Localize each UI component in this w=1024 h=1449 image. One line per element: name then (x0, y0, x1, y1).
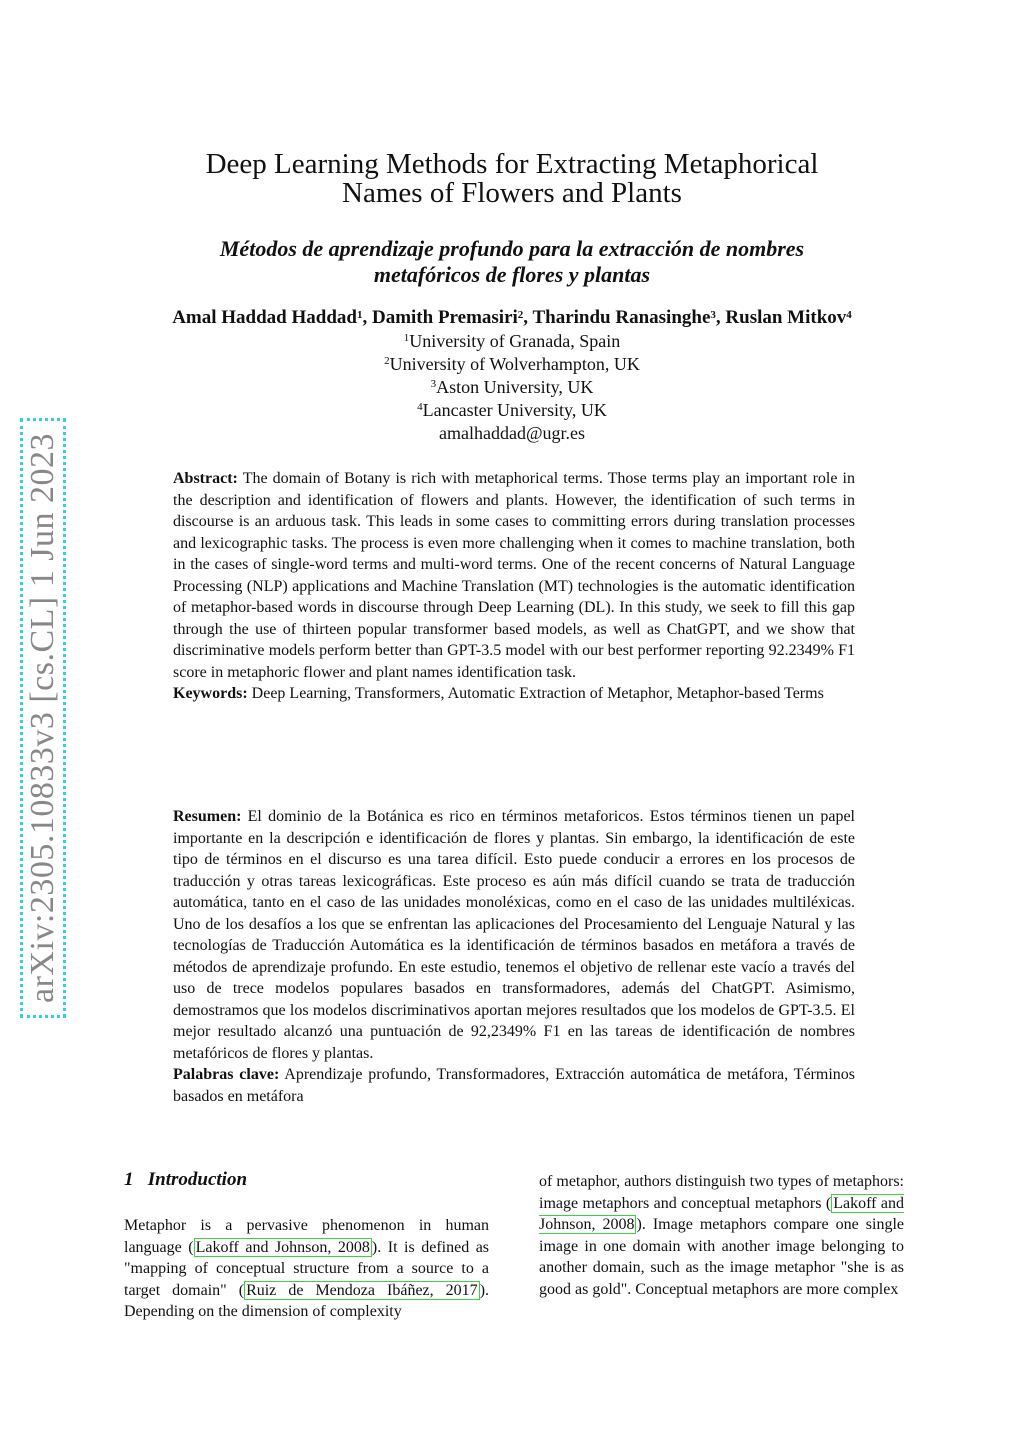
palabras-text: Aprendizaje profundo, Transformadores, Extracción automática de metáfora, Términos basados en metáfora (173, 1066, 855, 1105)
paper-subtitle (0, 236, 1024, 288)
resumen-text: El dominio de la Botánica es rico en términos metaforicos. Estos términos tienen un papel importante en la descripción e identificación de flores y plantas. Sin embargo, la identificación de este tipo de términos en el discurso es una tarea difícil. Esto puede conducir a errores en los procesos de traducción y otras tareas lexicográficas. Este proceso es aún más difícil cuando se trata de traducción automática, tanto en el caso de las unidades monoléxicas, como en el caso de las unidades multiléxicas. Uno de los desafíos a los que se enfrentan las aplicaciones del Procesamiento del Lenguaje Natural y las tecnologías de Traducción Automática es la identificación de términos basados en metáfora a través de métodos de aprendizaje profundo. En este estudio, tenemos el objetivo de rellenar este vacío a través del uso de trece modelos populares basados en transformadores, además del ChatGPT. Asimismo, demostramos que los modelos discriminativos aportan mejores resultados que los modelos de GPT-3.5. El mejor resultado alcanzó una puntuación de 92,2349% F1 en las tareas de identificación de nombres metafóricos de flores y plantas. (173, 808, 856, 1062)
affiliation-sup: 4 (417, 401, 423, 413)
section-number: 1 (124, 1169, 134, 1190)
paper-title (0, 150, 1024, 208)
abstract-label: Abstract: (173, 470, 238, 487)
affiliation-text: Aston University, UK (436, 377, 594, 397)
author-name: Damith Premasiri (371, 307, 518, 328)
affiliation-text: University of Granada, Spain (409, 331, 621, 351)
keywords-text: Deep Learning, Transformers, Automatic Extraction of Metaphor, Metaphor-based Terms (251, 685, 824, 702)
intro-text: ). Depending on the dimension of complexity (124, 1281, 490, 1320)
intro-text: of metaphor, authors distinguish two types of metaphors: image metaphors and conceptual metaphors ( (539, 1173, 904, 1212)
intro-text: Metaphor is a pervasive phenomenon in human language ( (124, 1217, 489, 1256)
abstract (173, 468, 855, 705)
citation-link[interactable]: Lakoff and Johnson, 2008 (195, 1238, 370, 1256)
resumen (173, 806, 855, 1107)
author-name: Amal Haddad Haddad (172, 307, 357, 328)
intro-left-column (124, 1215, 489, 1323)
keywords-label: Keywords: (173, 685, 248, 702)
affiliation (0, 330, 1024, 353)
intro-right-column (539, 1171, 904, 1300)
intro-text: ). Image metaphors compare one single image in one domain with another image belonging to another domain, such as the image metaphor "she is as good as gold". Conceptual metaphors are more complex (539, 1216, 904, 1298)
affiliation-text: Lancaster University, UK (422, 400, 607, 420)
affiliation (0, 376, 1024, 399)
affiliation-sup: 2 (384, 355, 390, 367)
affiliation-sup: 3 (430, 378, 437, 390)
subtitle-line-2: metafóricos de flores y plantas (373, 262, 651, 287)
affiliation (0, 353, 1024, 376)
author-sup: 4 (846, 309, 852, 321)
citation-link[interactable]: Ruiz de Mendoza Ibáñez, 2017 (246, 1281, 478, 1299)
intro-text: ). It is defined as "mapping of conceptual structure from a source to a target domain" ( (124, 1238, 490, 1299)
abstract-text: The domain of Botany is rich with metaphorical terms. Those terms play an important role in the description and identification of flowers and plants. However, the identification of such terms in discourse is an arduous task. This leads in some cases to committing errors during translation processes and lexicographic tasks. The process is even more challenging when it comes to machine translation, both in the cases of single-word terms and multi-word terms. One of the recent concerns of Natural Language Processing (NLP) applications and Machine Translation (MT) technologies is the automatic identification of metaphor-based words in discourse through Deep Learning (DL). In this study, we seek to fill this gap through the use of thirteen popular transformer based models, as well as ChatGPT, and we show that discriminative models perform better than GPT-3.5 model with our best performer reporting 92.2349% F1 score in metaphoric flower and plant names identification task. (173, 470, 855, 681)
resumen-label: Resumen: (173, 808, 242, 825)
subtitle-line-1: Métodos de aprendizaje profundo para la extracción de nombres (219, 236, 805, 261)
author-email: amalhaddad@ugr.es (438, 423, 586, 443)
section-heading (124, 1169, 247, 1191)
affiliation (0, 399, 1024, 422)
citation-link[interactable]: Lakoff and Johnson, 2008 (539, 1194, 904, 1233)
author-sup: 3 (710, 309, 716, 321)
palabras-label: Palabras clave: (173, 1066, 280, 1083)
affiliation-sup: 1 (403, 332, 410, 344)
author-sup: 2 (517, 309, 524, 321)
author-name: Ruslan Mitkov (725, 307, 847, 328)
author-sup: 1 (356, 309, 363, 321)
author-list: Amal Haddad Haddad$^1$, Damith Premasiri$^2$, Tharindu Ranasinghe$^3$, Ruslan Mitkov$^4$ (172, 307, 852, 328)
section-title: Introduction (147, 1169, 248, 1190)
arxiv-stamp: arXiv:2305.10833v3 [cs.CL] 1 Jun 2023 (20, 418, 66, 1018)
author-name: Tharindu Ranasinghe (532, 307, 711, 328)
title-line-2: Names of Flowers and Plants (342, 177, 682, 209)
title-line-1: Deep Learning Methods for Extracting Metaphorical (205, 148, 819, 180)
affiliation-text: University of Wolverhampton, UK (389, 354, 640, 374)
